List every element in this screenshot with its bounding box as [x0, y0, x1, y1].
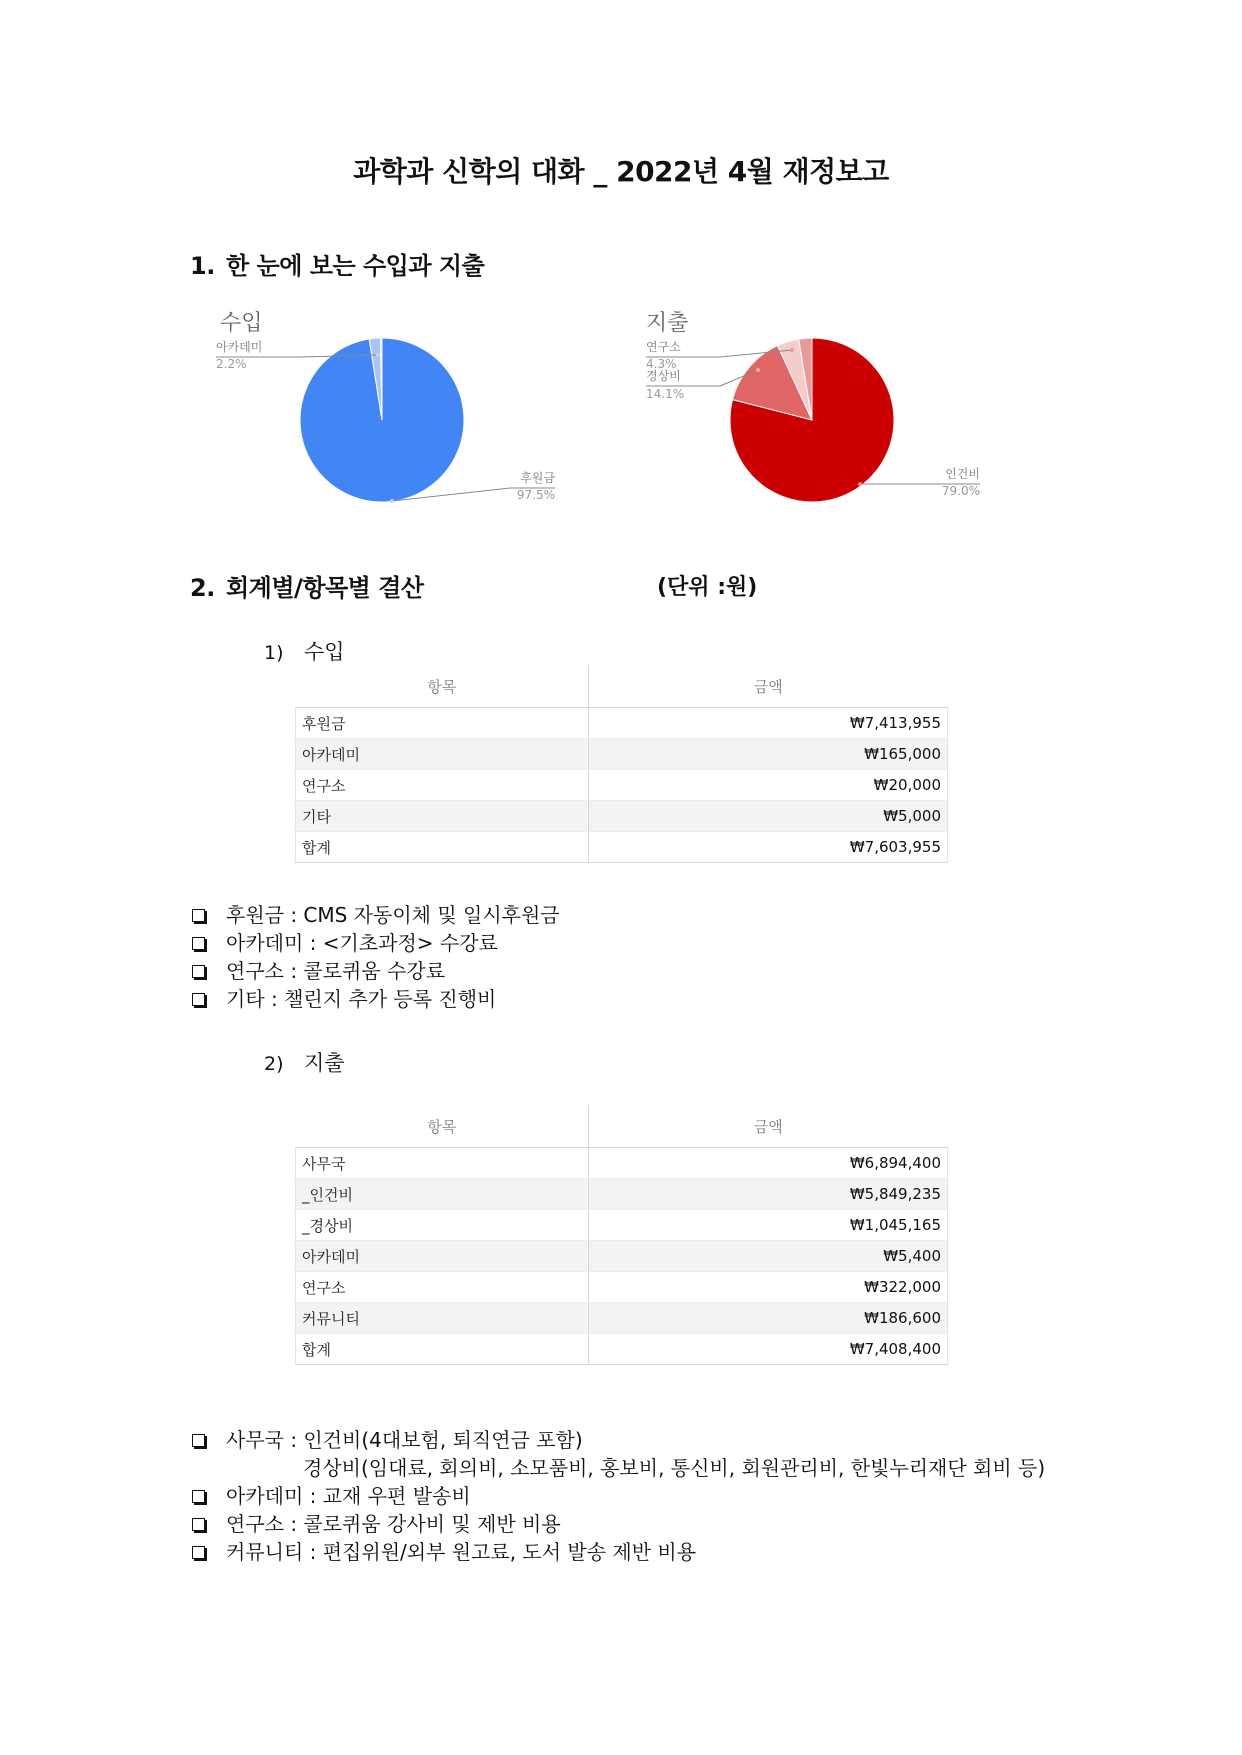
checkbox-bullet-icon: [192, 1490, 205, 1503]
table-header-row: [296, 665, 948, 708]
list-item: [190, 901, 560, 929]
slice-label-personnel: 인건비: [945, 467, 980, 481]
list-item: [190, 1426, 1045, 1454]
subheading-number: 2): [264, 1053, 284, 1075]
table-header-row: [296, 1105, 948, 1148]
column-header-amount: 금액: [589, 1105, 948, 1148]
subheading-number: 1): [264, 642, 284, 664]
table-row-total: [296, 1334, 948, 1365]
cell-item: 아카데미: [296, 1241, 589, 1272]
slice-percent-research: 4.3%: [646, 357, 677, 371]
cell-amount: ₩165,000: [589, 739, 948, 770]
slice-percent-personnel: 79.0%: [941, 484, 980, 498]
income-notes: [190, 901, 560, 1013]
subheading-expense: [264, 1047, 345, 1077]
checkbox-bullet-icon: [192, 937, 205, 950]
cell-amount: ₩5,400: [589, 1241, 948, 1272]
note-text: 연구소 : 콜로퀴움 강사비 및 제반 비용: [226, 1512, 561, 1536]
cell-amount: ₩7,603,955: [589, 832, 948, 863]
section-number: 2.: [190, 574, 215, 602]
cell-amount: ₩5,849,235: [589, 1179, 948, 1210]
slice-label-academy: 아카데미: [216, 340, 263, 354]
cell-item: _인건비: [296, 1179, 589, 1210]
cell-item: 사무국: [296, 1148, 589, 1179]
table-row: [296, 770, 948, 801]
list-item: [190, 985, 560, 1013]
subheading-label: 지출: [304, 1051, 345, 1075]
table-row: [296, 1272, 948, 1303]
cell-amount: ₩1,045,165: [589, 1210, 948, 1241]
leader-dot: [390, 499, 394, 503]
slice-percent-operating: 14.1%: [646, 387, 685, 401]
table-row-total: [296, 832, 948, 863]
checkbox-bullet-icon: [192, 1518, 205, 1531]
note-text: 경상비(임대료, 회의비, 소모품비, 홍보비, 통신비, 회원관리비, 한빛누리재단 회비 등): [303, 1456, 1046, 1480]
checkbox-bullet-icon: [192, 1546, 205, 1559]
note-text: 후원금 : CMS 자동이체 및 일시후원금: [226, 903, 560, 927]
leader-dot: [858, 482, 862, 486]
cell-amount: ₩6,894,400: [589, 1148, 948, 1179]
cell-item: _경상비: [296, 1210, 589, 1241]
section-label: 회계별/항목별 결산: [226, 574, 424, 602]
slice-percent-academy: 2.2%: [216, 357, 247, 371]
table-row: [296, 801, 948, 832]
cell-amount: ₩7,413,955: [589, 708, 948, 739]
list-item: [190, 1538, 1045, 1566]
checkbox-bullet-icon: [192, 993, 205, 1006]
list-item: [190, 929, 560, 957]
list-item: [190, 1482, 1045, 1510]
column-header-item: 항목: [296, 665, 589, 708]
slice-label-operating: 경상비: [646, 369, 681, 383]
income-pie-chart: [210, 300, 580, 515]
cell-item: 합계: [296, 832, 589, 863]
table-row: [296, 1210, 948, 1241]
leader-dot: [756, 368, 760, 372]
table-row: [296, 1241, 948, 1272]
note-text: 기타 : 챌린지 추가 등록 진행비: [226, 987, 497, 1011]
cell-amount: ₩5,000: [589, 801, 948, 832]
cell-item: 기타: [296, 801, 589, 832]
table-row: [296, 708, 948, 739]
income-chart-title: 수입: [220, 311, 263, 336]
checkbox-bullet-icon: [192, 909, 205, 922]
cell-item: 후원금: [296, 708, 589, 739]
income-table: [295, 665, 948, 863]
column-header-item: 항목: [296, 1105, 589, 1148]
section-label: 한 눈에 보는 수입과 지출: [226, 252, 485, 280]
cell-amount: ₩7,408,400: [589, 1334, 948, 1365]
cell-amount: ₩20,000: [589, 770, 948, 801]
cell-amount: ₩322,000: [589, 1272, 948, 1303]
table-row: [296, 1303, 948, 1334]
leader-dot: [790, 348, 794, 352]
table-row: [296, 1179, 948, 1210]
cell-item: 합계: [296, 1334, 589, 1365]
section-number: 1.: [190, 252, 215, 280]
expense-table: [295, 1105, 948, 1365]
note-text: 사무국 : 인건비(4대보험, 퇴직연금 포함): [226, 1428, 583, 1452]
cell-item: 커뮤니티: [296, 1303, 589, 1334]
column-header-amount: 금액: [589, 665, 948, 708]
subheading-label: 수입: [304, 640, 345, 664]
slice-label-donation: 후원금: [520, 471, 555, 485]
note-text: 아카데미 : <기초과정> 수강료: [226, 931, 498, 955]
checkbox-bullet-icon: [192, 965, 205, 978]
slice-label-research: 연구소: [646, 340, 681, 354]
cell-item: 연구소: [296, 770, 589, 801]
cell-item: 아카데미: [296, 739, 589, 770]
page-title: 과학과 신학의 대화 _ 2022년 4월 재정보고: [353, 155, 889, 188]
list-item: [190, 957, 560, 985]
section-heading-overview: [190, 246, 484, 281]
unit-label: (단위 :원): [657, 575, 758, 600]
expense-notes: [190, 1426, 1045, 1566]
leader-dot: [376, 353, 380, 357]
cell-amount: ₩186,600: [589, 1303, 948, 1334]
expense-pie-chart: [640, 300, 1000, 515]
checkbox-bullet-icon: [192, 1434, 205, 1447]
list-item: [190, 1510, 1045, 1538]
table-row: [296, 1148, 948, 1179]
table-row: [296, 739, 948, 770]
cell-item: 연구소: [296, 1272, 589, 1303]
section-heading-settlement: [190, 568, 424, 603]
slice-percent-donation: 97.5%: [516, 488, 555, 502]
note-text: 연구소 : 콜로퀴움 수강료: [226, 959, 446, 983]
note-text: 아카데미 : 교재 우편 발송비: [226, 1484, 471, 1508]
note-text: 커뮤니티 : 편집위원/외부 원고료, 도서 발송 제반 비용: [226, 1540, 697, 1564]
subheading-income: [264, 636, 345, 666]
expense-chart-title: 지출: [646, 311, 689, 336]
list-item-continuation: [190, 1454, 1045, 1482]
